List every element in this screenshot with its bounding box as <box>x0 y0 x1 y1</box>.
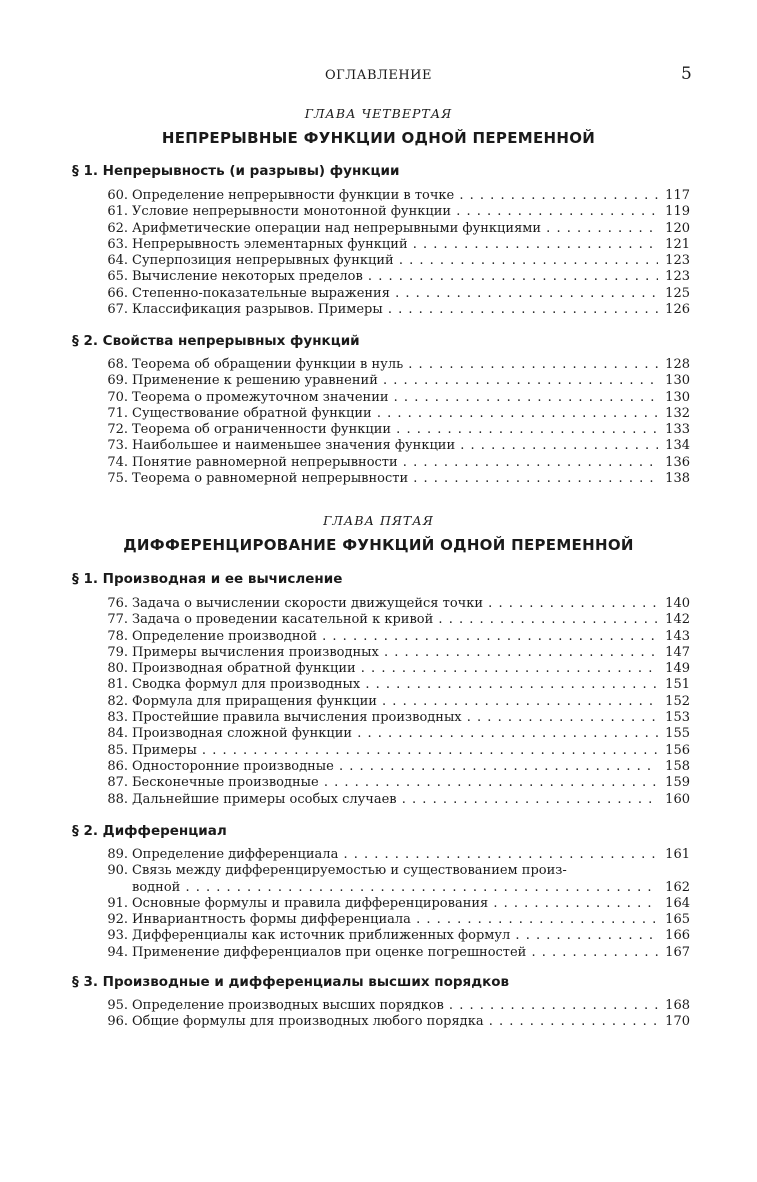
entry-number: 95. <box>107 998 128 1013</box>
entry-title: Односторонние производные <box>132 758 334 774</box>
entry-title: Инвариантность формы дифференциала <box>132 912 411 928</box>
section-heading: § 2. Дифференциал <box>72 823 227 839</box>
entry-title-leader <box>132 863 658 879</box>
entry-title-leader <box>132 188 658 204</box>
entry-title-leader <box>132 710 658 726</box>
entry-number: 92. <box>107 912 128 928</box>
entry-number: 93. <box>107 928 128 944</box>
chapter-heading <box>0 106 757 147</box>
entry-title: Основные формулы и правила дифференцирования <box>132 895 489 911</box>
entry-list <box>102 998 690 1031</box>
entry-list <box>102 847 690 961</box>
entry-page: 147 <box>665 644 690 660</box>
entry-page: 123 <box>665 253 690 269</box>
entry-title-leader <box>132 471 658 487</box>
entry-page: 156 <box>665 742 690 758</box>
entry-title: Связь между дифференцируемостью и существованием произ- <box>132 863 567 879</box>
entry-page: 142 <box>665 612 690 628</box>
entry-title-leader <box>132 596 658 612</box>
chapter-label: ГЛАВА ЧЕТВЕРТАЯ <box>304 106 453 121</box>
entry-title: Степенно-показательные выражения <box>132 285 390 301</box>
entry-title-leader <box>132 743 658 759</box>
toc-entry <box>102 612 690 628</box>
toc-entry <box>102 694 690 710</box>
entry-number: 75. <box>107 471 128 487</box>
entry-title: Дальнейшие примеры особых случаев <box>132 791 397 807</box>
entry-page: 130 <box>665 389 690 405</box>
entry-number: 91. <box>107 895 128 911</box>
chapter-title: ДИФФЕРЕНЦИРОВАНИЕ ФУНКЦИЙ ОДНОЙ ПЕРЕМЕННОЙ <box>123 536 634 554</box>
entry-title: Сводка формул для производных <box>132 677 361 693</box>
section-heading: § 1. Производная и ее вычисление <box>72 571 343 587</box>
entry-page: 149 <box>665 661 690 677</box>
entry-title-leader <box>132 726 658 742</box>
entry-number: 73. <box>107 438 128 454</box>
entry-page: 170 <box>665 1014 690 1030</box>
entry-number: 79. <box>107 644 128 660</box>
toc-entry <box>102 455 690 471</box>
entry-list <box>102 596 690 808</box>
entry-title: Теорема об обращении функции в нуль <box>132 357 404 372</box>
entry-title: Теорема о равномерной непрерывности <box>132 471 409 487</box>
entry-title-leader <box>132 422 658 438</box>
toc-entry <box>102 629 690 645</box>
entry-number: 68. <box>107 357 128 372</box>
entry-title: Дифференциалы как источник приближенных формул <box>132 928 511 944</box>
chapter-title: НЕПРЕРЫВНЫЕ ФУНКЦИИ ОДНОЙ ПЕРЕМЕННОЙ <box>161 129 596 147</box>
toc-entry <box>102 896 690 912</box>
entry-title: водной <box>132 879 181 895</box>
entry-number: 87. <box>107 775 128 791</box>
toc-entry <box>102 188 690 204</box>
toc-entry <box>102 471 690 487</box>
toc-entry <box>102 928 690 944</box>
entry-title-leader <box>132 759 658 775</box>
entry-title: Задача о проведении касательной к кривой <box>132 612 434 628</box>
toc-entry <box>102 406 690 422</box>
entry-title: Суперпозиция непрерывных функций <box>132 253 394 269</box>
entry-title: Формула для приращения функции <box>132 693 377 709</box>
entry-title: Вычисление некоторых пределов <box>132 269 363 285</box>
toc-entry <box>102 792 690 808</box>
entry-title-leader <box>132 912 658 928</box>
entry-title-leader <box>132 945 658 961</box>
entry-title-leader <box>132 237 658 253</box>
entry-page: 155 <box>665 726 690 742</box>
entry-title: Общие формулы для производных любого порядка <box>132 1014 484 1030</box>
entry-title-leader <box>132 998 658 1014</box>
entry-list <box>102 188 690 318</box>
entry-title-leader <box>132 357 658 373</box>
entry-title-leader <box>132 792 658 808</box>
toc-entry <box>102 204 690 220</box>
page-number: 5 <box>681 64 692 84</box>
entry-title-leader <box>132 286 658 302</box>
toc-entry <box>102 661 690 677</box>
entry-title: Определение производной <box>132 628 318 644</box>
toc-entry <box>102 221 690 237</box>
entry-number: 78. <box>107 628 128 644</box>
toc-entry <box>102 743 690 759</box>
entry-title: Классификация разрывов. Примеры <box>132 302 383 318</box>
entry-number: 62. <box>107 220 128 236</box>
entry-title-leader <box>132 661 658 677</box>
entry-page: 136 <box>665 454 690 470</box>
entry-number: 89. <box>107 847 128 862</box>
toc-entry <box>102 237 690 253</box>
entry-number: 83. <box>107 710 128 726</box>
entry-page: 161 <box>665 847 690 862</box>
chapter-heading <box>0 513 757 554</box>
toc-entry <box>102 596 690 612</box>
entry-title-leader <box>132 880 658 896</box>
entry-page: 167 <box>665 944 690 960</box>
entry-page: 130 <box>665 373 690 389</box>
entry-title: Бесконечные производные <box>132 775 319 791</box>
entry-page: 128 <box>665 357 690 372</box>
entry-page: 152 <box>665 693 690 709</box>
entry-title: Теорема о промежуточном значении <box>132 389 389 405</box>
entry-number: 60. <box>107 188 128 203</box>
toc-entry <box>102 357 690 373</box>
entry-number: 70. <box>107 389 128 405</box>
entry-page: 134 <box>665 438 690 454</box>
entry-title: Определение производных высших порядков <box>132 998 444 1013</box>
entry-title-leader <box>132 928 658 944</box>
toc-entry <box>102 422 690 438</box>
toc-entry <box>102 269 690 285</box>
entry-title-leader <box>132 253 658 269</box>
entry-title-leader <box>132 269 658 285</box>
entry-number: 86. <box>107 758 128 774</box>
toc-entry <box>102 373 690 389</box>
entry-title-leader <box>132 677 658 693</box>
toc-entry <box>102 775 690 791</box>
section-heading: § 1. Непрерывность (и разрывы) функции <box>72 163 400 179</box>
entry-number: 84. <box>107 726 128 742</box>
entry-title-leader <box>132 847 658 863</box>
entry-number: 72. <box>107 422 128 438</box>
entry-page: 162 <box>665 879 690 895</box>
toc-entry <box>102 286 690 302</box>
entry-title-leader <box>132 612 658 628</box>
entry-page: 117 <box>665 188 690 203</box>
toc-entry <box>102 438 690 454</box>
entry-number: 76. <box>107 596 128 611</box>
entry-title: Примеры вычисления производных <box>132 644 379 660</box>
toc-entry <box>102 912 690 928</box>
toc-entry <box>102 677 690 693</box>
section-heading: § 3. Производные и дифференциалы высших порядков <box>72 974 510 990</box>
toc-entry <box>102 847 690 863</box>
entry-page: 153 <box>665 710 690 726</box>
entry-number: 67. <box>107 302 128 318</box>
entry-title: Применение к решению уравнений <box>132 373 378 389</box>
section-heading: § 2. Свойства непрерывных функций <box>72 333 360 349</box>
entry-title: Простейшие правила вычисления производных <box>132 710 462 726</box>
toc-entry <box>102 302 690 318</box>
entry-number: 96. <box>107 1014 128 1030</box>
toc-entry <box>102 710 690 726</box>
entry-number: 71. <box>107 405 128 421</box>
entry-number: 63. <box>107 236 128 252</box>
entry-title: Определение непрерывности функции в точке <box>132 188 455 203</box>
entry-title-leader <box>132 629 658 645</box>
entry-number: 66. <box>107 285 128 301</box>
entry-page: 133 <box>665 422 690 438</box>
entry-title-leader <box>132 406 658 422</box>
toc-entry <box>102 945 690 961</box>
toc-entry <box>102 759 690 775</box>
entry-title: Определение дифференциала <box>132 847 339 862</box>
entry-title-leader <box>132 694 658 710</box>
entry-page: 126 <box>665 302 690 318</box>
entry-page: 166 <box>665 928 690 944</box>
entry-page: 165 <box>665 912 690 928</box>
running-title: ОГЛАВЛЕНИЕ <box>324 68 432 83</box>
toc-entry <box>102 880 690 896</box>
chapter-label: ГЛАВА ПЯТАЯ <box>323 513 434 528</box>
toc-entry <box>102 390 690 406</box>
entry-page: 119 <box>665 204 690 220</box>
entry-title-leader <box>132 373 658 389</box>
entry-title-leader <box>132 438 658 454</box>
entry-page: 159 <box>665 775 690 791</box>
entry-page: 140 <box>665 596 690 611</box>
entry-page: 125 <box>665 285 690 301</box>
entry-title-leader <box>132 390 658 406</box>
entry-title-leader <box>132 775 658 791</box>
entry-title-leader <box>132 302 658 318</box>
entry-title-leader <box>132 221 658 237</box>
toc-entry <box>102 1014 690 1030</box>
entry-number: 65. <box>107 269 128 285</box>
entry-title: Примеры <box>132 742 197 758</box>
entry-page: 120 <box>665 220 690 236</box>
entry-title-leader <box>132 645 658 661</box>
entry-title: Применение дифференциалов при оценке погрешностей <box>132 944 527 960</box>
entry-title: Непрерывность элементарных функций <box>132 236 408 252</box>
entry-title: Условие непрерывности монотонной функции <box>132 204 452 220</box>
entry-number: 94. <box>107 944 128 960</box>
entry-number: 81. <box>107 677 128 693</box>
entry-page: 160 <box>665 791 690 807</box>
entry-number: 88. <box>107 791 128 807</box>
entry-number: 77. <box>107 612 128 628</box>
entry-page: 168 <box>665 998 690 1013</box>
entry-page: 121 <box>665 236 690 252</box>
entry-number: 90. <box>107 863 128 879</box>
entry-title-leader <box>132 1014 658 1030</box>
entry-title: Понятие равномерной непрерывности <box>132 454 398 470</box>
entry-number: 85. <box>107 742 128 758</box>
entry-page: 143 <box>665 628 690 644</box>
entry-title: Производная сложной функции <box>132 726 353 742</box>
entry-title: Наибольшее и наименьшее значения функции <box>132 438 456 454</box>
toc-entry <box>102 253 690 269</box>
entry-title-leader <box>132 455 658 471</box>
entry-title: Арифметические операции над непрерывными функциями <box>132 220 542 236</box>
entry-page: 158 <box>665 758 690 774</box>
toc-entry <box>102 998 690 1014</box>
entry-list <box>102 357 690 487</box>
entry-number: 64. <box>107 253 128 269</box>
toc-entry <box>102 863 690 879</box>
entry-title: Существование обратной функции <box>132 405 372 421</box>
entry-page: 164 <box>665 895 690 911</box>
toc-entry <box>102 726 690 742</box>
entry-title-leader <box>132 204 658 220</box>
entry-number: 69. <box>107 373 128 389</box>
entry-number: 61. <box>107 204 128 220</box>
entry-number: 80. <box>107 661 128 677</box>
entry-number: 74. <box>107 454 128 470</box>
entry-title: Теорема об ограниченности функции <box>132 422 392 438</box>
entry-title: Производная обратной функции <box>132 661 356 677</box>
entry-page: 123 <box>665 269 690 285</box>
entry-title: Задача о вычислении скорости движущейся точки <box>132 596 484 611</box>
entry-page: 151 <box>665 677 690 693</box>
toc-entry <box>102 645 690 661</box>
entry-page: 132 <box>665 405 690 421</box>
entry-page: 138 <box>665 471 690 487</box>
entry-number: 82. <box>107 693 128 709</box>
entry-title-leader <box>132 896 658 912</box>
